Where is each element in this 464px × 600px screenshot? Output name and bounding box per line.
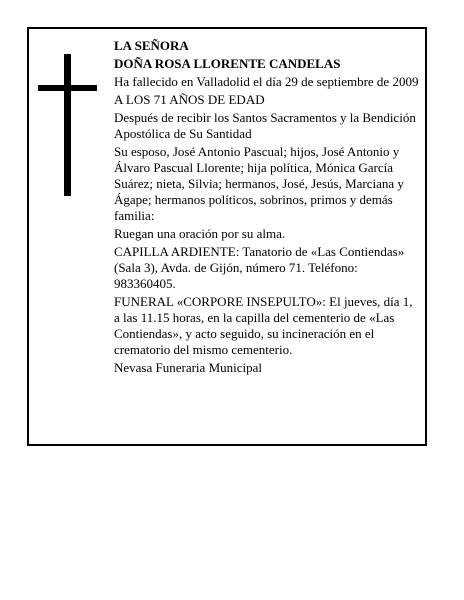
funeral-home: Nevasa Funeraria Municipal <box>114 360 263 375</box>
deceased-name: DOÑA ROSA LLORENTE CANDELAS <box>114 56 341 71</box>
family-list: Su esposo, José Antonio Pascual; hijos, José Antonio y Álvaro Pascual Llorente; hija política, Mónica García Suárez; nieta, Silvia; hermanos, José, Jesús, Marciana y Ágape; hermanos políticos, sobrinos, primos y demás familia: <box>114 144 404 223</box>
death-statement: Ha fallecido en Valladolid el día 29 de septiembre de 2009 <box>114 74 419 89</box>
prayer-request: Ruegan una oración por su alma. <box>114 226 286 241</box>
sacraments-statement: Después de recibir los Santos Sacramentos y la Bendición Apostólica de Su Santidad <box>114 110 416 141</box>
obituary-text <box>114 38 420 378</box>
cross-horizontal-bar <box>38 85 97 91</box>
funeral-info: FUNERAL «CORPORE INSEPULTO»: El jueves, día 1, a las 11.15 horas, en la capilla del cementerio de «Las Contiendas», y acto seguido, su incineración en el crematorio del mismo cementerio. <box>114 294 413 357</box>
chapel-info: CAPILLA ARDIENTE: Tanatorio de «Las Contiendas» (Sala 3), Avda. de Gijón, número 71. Teléfono: 983360405. <box>114 244 405 291</box>
cross-vertical-bar <box>64 54 71 196</box>
age-statement: A LOS 71 AÑOS DE EDAD <box>114 92 265 107</box>
title-line-1: LA SEÑORA <box>114 38 189 53</box>
